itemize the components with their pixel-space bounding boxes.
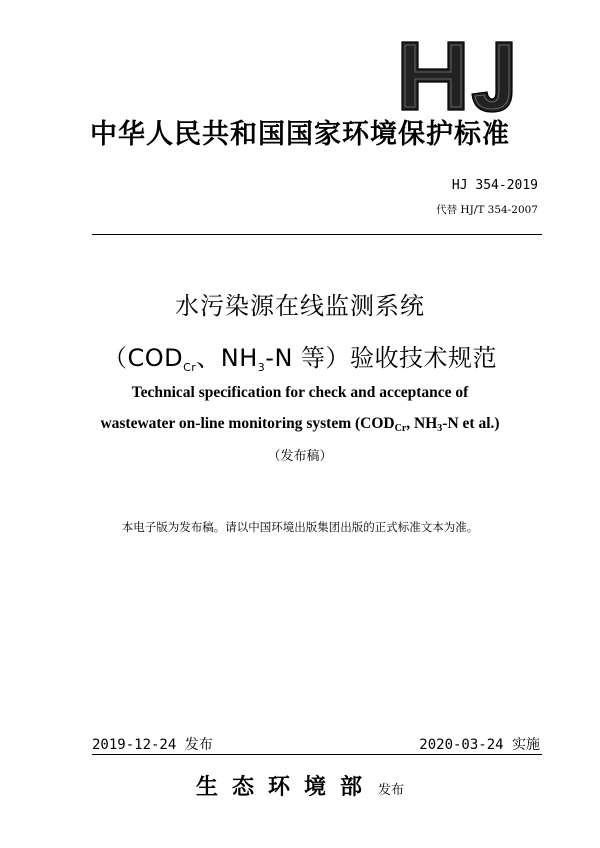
title-chinese-line1: 水污染源在线监测系统 bbox=[175, 292, 425, 320]
issuer bbox=[0, 770, 600, 801]
title-cn-suffix: -N 等）验收技术规范 bbox=[265, 344, 498, 372]
title-en-subscript-3: 3 bbox=[437, 423, 443, 434]
title-cn-mid: 、NH bbox=[196, 344, 258, 372]
hj-logo-graphic bbox=[398, 38, 522, 114]
issue-date: 2019-12-24 发布 bbox=[92, 737, 213, 753]
release-status: （发布稿） bbox=[267, 449, 333, 464]
issuer-verb: 发布 bbox=[378, 783, 405, 798]
title-cn-subscript-cr: Cr bbox=[183, 361, 197, 374]
title-en-suffix: -N et al.) bbox=[442, 415, 500, 432]
title-cn-subscript-3: 3 bbox=[257, 361, 266, 374]
standard-organization: 中华人民共和国国家环境保护标准 bbox=[90, 119, 510, 150]
top-divider bbox=[92, 234, 542, 235]
title-chinese-line2 bbox=[0, 338, 600, 374]
title-en-prefix: wastewater on-line monitoring system (COD bbox=[100, 415, 395, 432]
replaces-standard: 代替 HJ/T 354-2007 bbox=[436, 204, 538, 216]
edition-notice: 本电子版为发布稿。请以中国环境出版集团出版的正式标准文本为准。 bbox=[121, 520, 479, 534]
issuer-name: 生态环境部 bbox=[195, 775, 376, 800]
bottom-divider bbox=[92, 754, 542, 755]
title-english-line2 bbox=[0, 415, 600, 434]
title-en-subscript-cr: Cr bbox=[394, 423, 407, 434]
title-en-mid: , NH bbox=[406, 415, 438, 432]
hj-logo bbox=[398, 38, 522, 114]
standard-number: HJ 354-2019 bbox=[451, 178, 538, 193]
effective-date: 2020-03-24 实施 bbox=[419, 737, 540, 753]
title-cn-prefix: （COD bbox=[102, 344, 184, 372]
title-english-line1: Technical specification for check and acceptance of bbox=[131, 384, 469, 401]
